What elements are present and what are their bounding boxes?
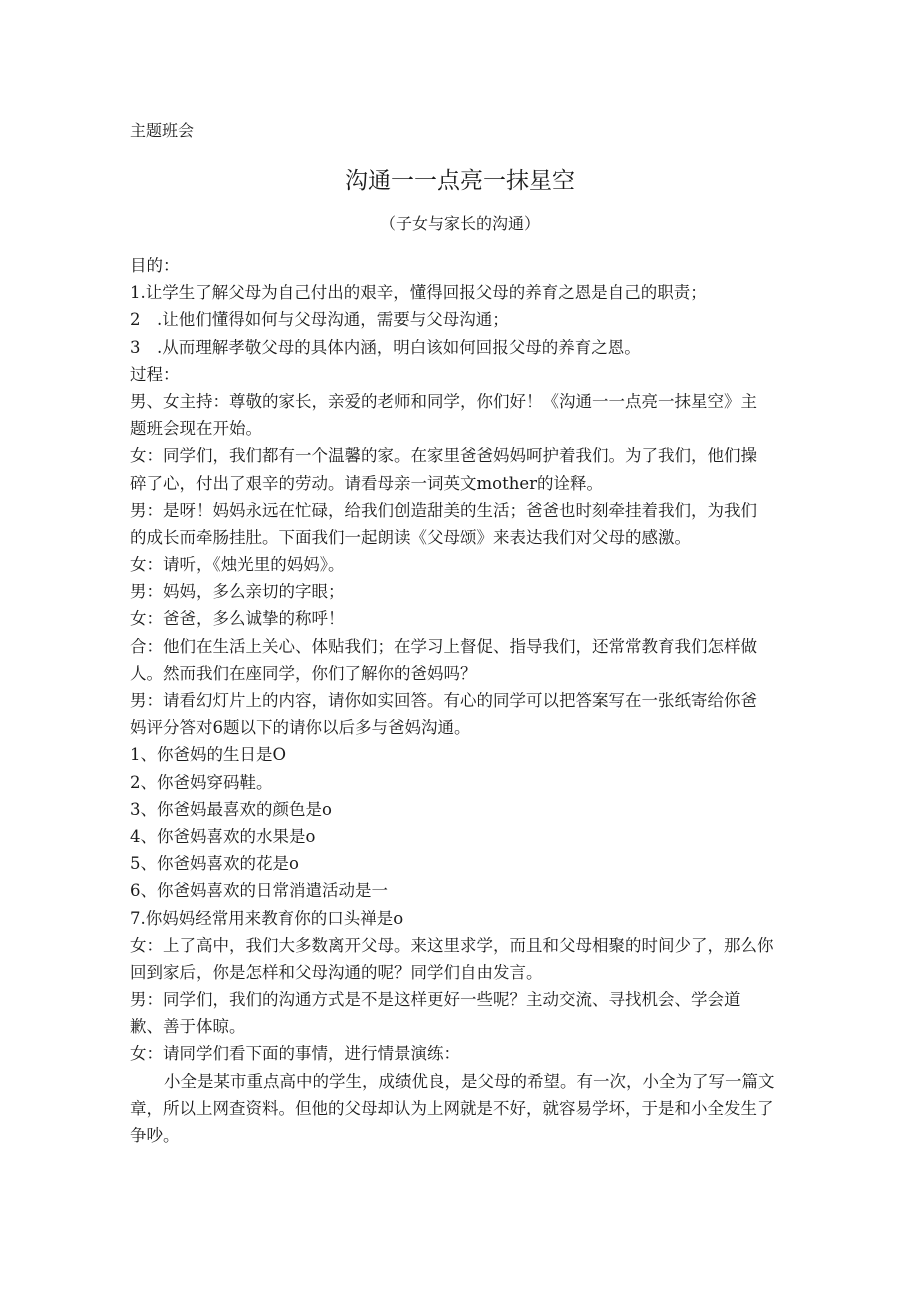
body-line: 1、你爸妈的生日是O [130,745,287,765]
body-line: 3、你爸妈最喜欢的颜色是o [130,799,332,819]
body-line: 女：爸爸，多么诚挚的称呼！ [130,609,345,629]
document-title: 沟通一一点亮一抹星空 [345,168,575,194]
body-line: 回到家后，你是怎样和父母沟通的呢？同学们自由发言。 [130,962,543,982]
body-line: 1.让学生了解父母为自己付出的艰辛，懂得回报父母的养育之恩是自己的职责； [130,283,707,303]
body-line: 7.你妈妈经常用来教育你的口头禅是o [130,908,404,928]
body-line: 人。然而我们在座同学，你们了解你的爸妈吗？ [130,663,477,683]
body-line: 过程： [130,364,180,384]
body-line: 妈评分答对6题以下的请你以后多与爸妈沟通。 [130,718,471,738]
document-subtitle: （子女与家长的沟通） [379,214,540,233]
body-line: 男：同学们，我们的沟通方式是不是这样更好一些呢？主动交流、寻找机会、学会道 [130,990,741,1010]
body-line: 争吵。 [130,1126,180,1145]
body-line: 2 .让他们懂得如何与父母沟通，需要与父母沟通； [130,310,509,330]
body-line: 目的： [130,256,180,275]
body-line: 男：妈妈，多么亲切的字眼； [130,582,345,602]
body-line: 5、你爸妈喜欢的花是o [130,854,299,874]
body-line: 2、你爸妈穿码鞋。 [130,772,273,792]
body-line: 男：请看幻灯片上的内容，请你如实回答。有心的同学可以把答案写在一张纸寄给你爸 [130,691,757,710]
body-line: 6、你爸妈喜欢的日常消遣活动是一 [130,881,388,901]
body-line: 章，所以上网查资料。但他的父母却认为上网就是不好，就容易学坏，于是和小全发生了 [130,1098,774,1118]
body-line: 3 .从而理解孝敬父母的具体内涵，明白该如何回报父母的养育之恩。 [130,337,641,357]
body-line: 男、女主持：尊敬的家长，亲爱的老师和同学，你们好！《沟通一一点亮一抹星空》主 [130,391,757,411]
body-line: 的成长而牵肠挂肚。下面我们一起朗读《父母颂》来表达我们对父母的感激。 [130,527,691,547]
body-line: 女：同学们，我们都有一个温馨的家。在家里爸爸妈妈呵护着我们。为了我们，他们操 [130,446,757,466]
body-line: 男：是呀！妈妈永远在忙碌，给我们创造甜美的生活；爸爸也时刻牵挂着我们，为我们 [130,500,757,520]
body-line: 碎了心，付出了艰辛的劳动。请看母亲一词英文mother的诠释。 [130,473,603,493]
document-body [130,252,795,1149]
body-line: 女：上了高中，我们大多数离开父母。来这里求学，而且和父母相聚的时间少了，那么你 [130,935,774,955]
body-line: 4、你爸妈喜欢的水果是o [130,826,316,846]
body-line: 题班会现在开始。 [130,419,262,439]
document-category: 主题班会 [130,121,195,140]
body-line: 歉、善于体晾。 [130,1017,246,1037]
body-line: 女：请同学们看下面的事情，进行情景演练： [130,1044,460,1064]
body-line: 合：他们在生活上关心、体贴我们；在学习上督促、指导我们，还常常教育我们怎样做 [130,636,757,656]
body-line: 小全是某市重点高中的学生，成绩优良，是父母的希望。有一次，小全为了写一篇文 [164,1071,775,1091]
body-line: 女：请听，《烛光里的妈妈》。 [130,555,345,575]
